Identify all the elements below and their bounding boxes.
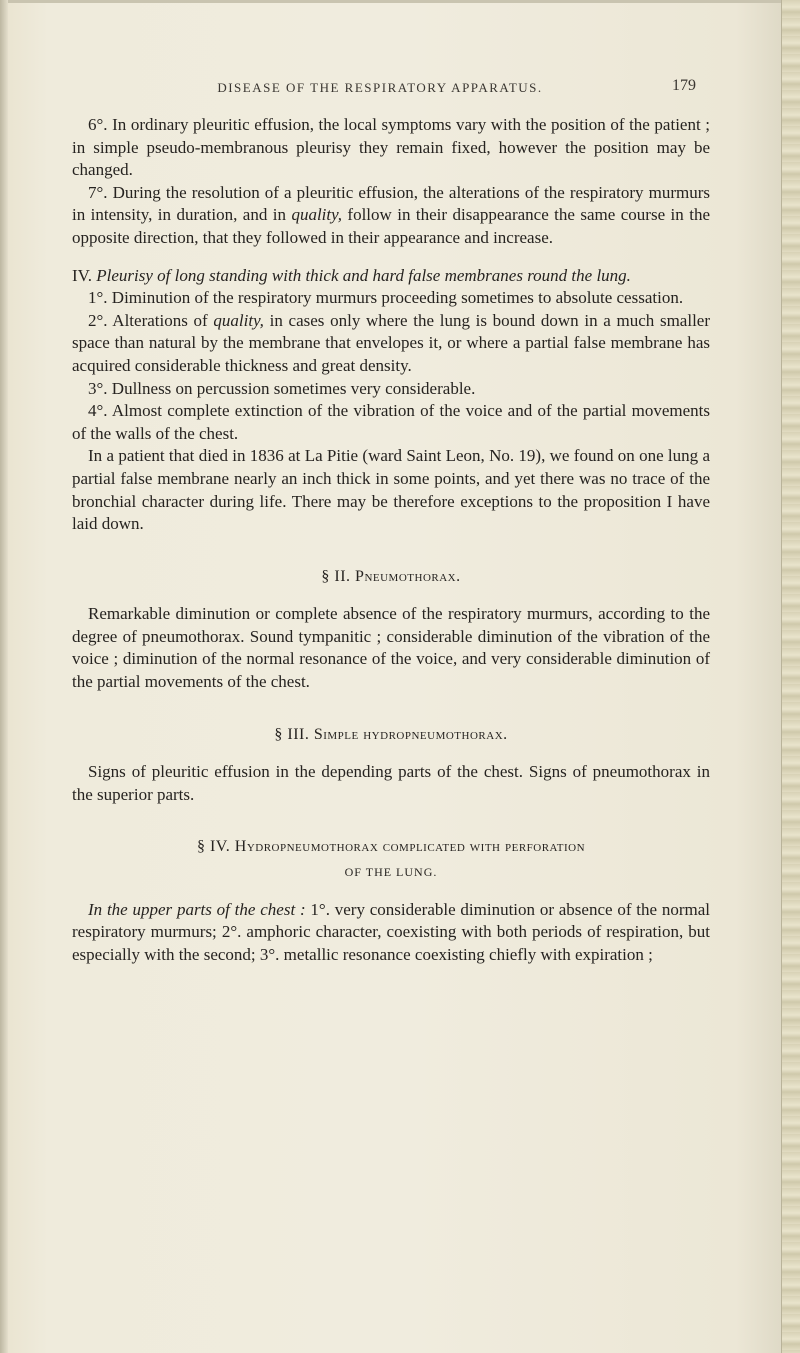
page-right-edge <box>781 0 800 1353</box>
section-iv-text: In the upper parts of the chest : 1°. very considerable diminution or absence of the normal respiratory murmurs; 2°. amphoric character, coexisting with both periods of respiration, but especially with the second; 3°. metallic resonance coexisting chiefly with expiration ; <box>72 899 710 964</box>
section-ii-heading: § II. Pneumothorax. <box>321 567 461 585</box>
paragraph-7: 7°. During the resolution of a pleuritic effusion, the alterations of the respiratory murmurs in intensity, in duration, and in quality, follow in their disappearance the same course in the opposite direction, that they followed in their appearance and increase. <box>72 182 710 247</box>
subsection-iv-heading: IV. Pleurisy of long standing with thick and hard false membranes round the lung. <box>72 265 631 285</box>
page-number: 179 <box>672 77 696 94</box>
section-ii-text: Remarkable diminution or complete absence of the respiratory murmurs, according to the degree of pneumothorax. Sound tympanitic ; considerable diminution of the vibration of the voice ; diminution of the normal resonance of the voice, and very considerable diminution of the partial movements of the chest. <box>72 604 710 692</box>
subsection-iv-point-1: 1°. Diminution of the respiratory murmurs proceeding sometimes to absolute cessation. <box>88 288 684 308</box>
subsection-iv-point-2: 2°. Alterations of quality, in cases only where the lung is bound down in a much smaller space than natural by the membrane that envelopes it, or where a partial false membrane has acquired considerable thickness and great density. <box>72 310 711 375</box>
subsection-iv-point-4: 4°. Almost complete extinction of the vibration of the voice and of the partial movements of the walls of the chest. <box>72 401 710 443</box>
section-iii-heading: § III. Simple hydropneumothorax. <box>274 725 508 743</box>
page-left-edge <box>0 0 8 1353</box>
paragraph-6: 6°. In ordinary pleuritic effusion, the local symptoms vary with the position of the patient ; in simple pseudo-membranous pleurisy they remain fixed, however the position may be changed. <box>72 115 710 180</box>
body-text <box>72 114 710 966</box>
running-head: DISEASE OF THE RESPIRATORY APPARATUS. <box>217 80 543 95</box>
page-top-edge <box>0 0 800 3</box>
section-iv-heading: § IV. Hydropneumothorax complicated with perforation OF THE LUNG. <box>196 838 586 880</box>
section-iii-text: Signs of pleuritic effusion in the depending parts of the chest. Signs of pneumothorax in the superior parts. <box>72 762 710 804</box>
subsection-iv-point-3: 3°. Dullness on percussion sometimes very considerable. <box>88 378 476 398</box>
subsection-iv-case: In a patient that died in 1836 at La Pitie (ward Saint Leon, No. 19), we found on one lung a partial false membrane nearly an inch thick in some points, and yet there was no trace of the bronchial character during life. There may be therefore exceptions to the proposition I have laid down. <box>72 446 710 534</box>
